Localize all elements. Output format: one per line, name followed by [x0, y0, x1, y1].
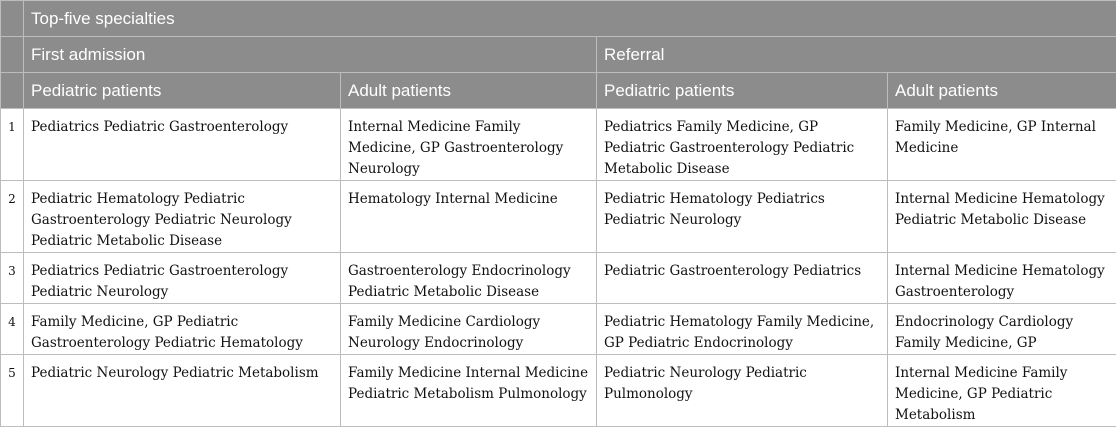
group-header-first-admission: First admission: [24, 37, 597, 73]
header-corner-cell: [1, 37, 24, 73]
cell-first-admission-adult: Family Medicine Cardiology Neurology Endocrinology: [341, 304, 597, 355]
row-rank: 2: [1, 181, 24, 253]
cell-referral-pediatric: Pediatric Hematology Family Medicine, GP Pediatric Endocrinology: [597, 304, 888, 355]
row-rank: 5: [1, 355, 24, 427]
table-header: [1, 1, 1116, 109]
cell-first-admission-adult: Hematology Internal Medicine: [341, 181, 597, 253]
table-title: Top-five specialties: [24, 1, 1116, 37]
table-row: [1, 304, 1116, 355]
cell-referral-pediatric: Pediatrics Family Medicine, GP Pediatric Gastroenterology Pediatric Metabolic Disease: [597, 109, 888, 181]
cell-referral-pediatric: Pediatric Neurology Pediatric Pulmonology: [597, 355, 888, 427]
column-header-first-admission-adult: Adult patients: [341, 73, 597, 109]
row-rank: 4: [1, 304, 24, 355]
table-row: [1, 253, 1116, 304]
cell-referral-pediatric: Pediatric Gastroenterology Pediatrics: [597, 253, 888, 304]
table-row: [1, 109, 1116, 181]
cell-first-admission-adult: Internal Medicine Family Medicine, GP Gastroenterology Neurology: [341, 109, 597, 181]
header-row-title: [1, 1, 1116, 37]
cell-referral-pediatric: Pediatric Hematology Pediatrics Pediatric Neurology: [597, 181, 888, 253]
table-row: [1, 355, 1116, 427]
cell-referral-adult: Endocrinology Cardiology Family Medicine, GP: [888, 304, 1116, 355]
header-row-columns: [1, 73, 1116, 109]
cell-first-admission-adult: Gastroenterology Endocrinology Pediatric Metabolic Disease: [341, 253, 597, 304]
cell-first-admission-pediatric: Pediatrics Pediatric Gastroenterology Pediatric Neurology: [24, 253, 341, 304]
group-header-referral: Referral: [597, 37, 1116, 73]
row-rank: 1: [1, 109, 24, 181]
cell-first-admission-pediatric: Pediatric Neurology Pediatric Metabolism: [24, 355, 341, 427]
cell-referral-adult: Internal Medicine Family Medicine, GP Pediatric Metabolism: [888, 355, 1116, 427]
table-row: [1, 181, 1116, 253]
header-corner-cell: [1, 1, 24, 37]
cell-referral-adult: Family Medicine, GP Internal Medicine: [888, 109, 1116, 181]
cell-first-admission-adult: Family Medicine Internal Medicine Pediatric Metabolism Pulmonology: [341, 355, 597, 427]
column-header-referral-pediatric: Pediatric patients: [597, 73, 888, 109]
row-rank: 3: [1, 253, 24, 304]
cell-first-admission-pediatric: Family Medicine, GP Pediatric Gastroenterology Pediatric Hematology: [24, 304, 341, 355]
cell-referral-adult: Internal Medicine Hematology Gastroenterology: [888, 253, 1116, 304]
column-header-first-admission-pediatric: Pediatric patients: [24, 73, 341, 109]
header-corner-cell: [1, 73, 24, 109]
table-body: [1, 109, 1116, 427]
header-row-groups: [1, 37, 1116, 73]
cell-first-admission-pediatric: Pediatrics Pediatric Gastroenterology: [24, 109, 341, 181]
cell-referral-adult: Internal Medicine Hematology Pediatric Metabolic Disease: [888, 181, 1116, 253]
column-header-referral-adult: Adult patients: [888, 73, 1116, 109]
cell-first-admission-pediatric: Pediatric Hematology Pediatric Gastroenterology Pediatric Neurology Pediatric Metabolic Disease: [24, 181, 341, 253]
